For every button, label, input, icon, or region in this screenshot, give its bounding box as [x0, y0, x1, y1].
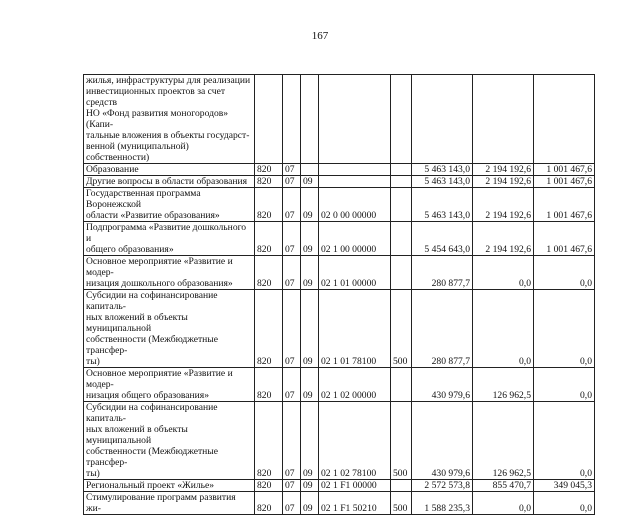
section-code-cell: 07 [283, 188, 301, 222]
item-name-line: ных вложений в объекты муниципальной [86, 312, 188, 334]
expense-type-cell: 500 [391, 492, 412, 515]
subsection-code-cell: 09 [301, 290, 319, 368]
item-name-line: Стимулирование программ развития жи- [86, 492, 236, 514]
table-row [84, 480, 595, 492]
item-name-cell [84, 176, 255, 188]
amount-year3-cell: 0,0 [534, 402, 595, 480]
subsection-code-cell: 09 [301, 402, 319, 480]
amount-year1-cell: 5 463 143,0 [412, 164, 473, 176]
amount-year3-cell: 1 001 467,6 [534, 222, 595, 256]
page-number: 167 [311, 30, 329, 42]
target-article-cell [319, 75, 391, 164]
item-name-cell [84, 402, 255, 480]
item-name-cell [84, 256, 255, 290]
amount-year2-cell: 2 194 192,6 [473, 188, 534, 222]
amount-year1-cell: 430 979,6 [412, 368, 473, 402]
item-name-line: Субсидии на софинансирование капиталь- [86, 290, 218, 312]
amount-year1-cell: 5 463 143,0 [412, 188, 473, 222]
ministry-code-cell: 820 [255, 164, 283, 176]
table-row [84, 402, 595, 480]
section-code-cell: 07 [283, 176, 301, 188]
section-code-cell: 07 [283, 480, 301, 492]
amount-year3-cell: 0,0 [534, 492, 595, 515]
amount-year2-cell: 126 962,5 [473, 368, 534, 402]
item-name-cell [84, 290, 255, 368]
table-row [84, 492, 595, 515]
expense-type-cell: 500 [391, 402, 412, 480]
item-name-line: Подпрограмма «Развитие дошкольного и [86, 222, 247, 244]
ministry-code-cell: 820 [255, 256, 283, 290]
subsection-code-cell: 09 [301, 480, 319, 492]
amount-year2-cell [473, 75, 534, 164]
target-article-cell: 02 1 F1 00000 [319, 480, 391, 492]
item-name-line: тальные вложения в объекты государст- [86, 130, 250, 141]
item-name-cell [84, 368, 255, 402]
subsection-code-cell: 09 [301, 492, 319, 515]
item-name-cell [84, 480, 255, 492]
budget-table-body [84, 75, 595, 515]
expense-type-cell [391, 480, 412, 492]
item-name-line: Государственная программа Воронежской [86, 188, 201, 210]
target-article-cell [319, 164, 391, 176]
item-name-cell [84, 164, 255, 176]
item-name-line: ты) [86, 468, 100, 479]
amount-year1-cell: 280 877,7 [412, 290, 473, 368]
table-row [84, 75, 595, 164]
table-row [84, 164, 595, 176]
amount-year2-cell: 2 194 192,6 [473, 176, 534, 188]
subsection-code-cell [301, 75, 319, 164]
table-row [84, 290, 595, 368]
item-name-line: НО «Фонд развития моногородов» (Капи- [86, 108, 229, 130]
ministry-code-cell [255, 75, 283, 164]
amount-year2-cell: 0,0 [473, 492, 534, 515]
amount-year2-cell: 855 470,7 [473, 480, 534, 492]
expense-type-cell [391, 176, 412, 188]
amount-year3-cell: 1 001 467,6 [534, 188, 595, 222]
item-name-line: общего образования» [86, 244, 174, 255]
table-row [84, 368, 595, 402]
section-code-cell: 07 [283, 290, 301, 368]
item-name-cell [84, 492, 255, 515]
amount-year2-cell: 2 194 192,6 [473, 164, 534, 176]
amount-year1-cell: 1 588 235,3 [412, 492, 473, 515]
amount-year1-cell: 280 877,7 [412, 256, 473, 290]
expense-type-cell [391, 222, 412, 256]
item-name-line: Основное мероприятие «Развитие и модер- [86, 256, 233, 278]
ministry-code-cell: 820 [255, 492, 283, 515]
item-name-cell [84, 188, 255, 222]
ministry-code-cell: 820 [255, 368, 283, 402]
ministry-code-cell: 820 [255, 222, 283, 256]
target-article-cell: 02 0 00 00000 [319, 188, 391, 222]
expense-type-cell [391, 164, 412, 176]
ministry-code-cell: 820 [255, 402, 283, 480]
item-name-line: Другие вопросы в области образования [86, 176, 248, 187]
ministry-code-cell: 820 [255, 176, 283, 188]
subsection-code-cell: 09 [301, 188, 319, 222]
expense-type-cell [391, 368, 412, 402]
amount-year2-cell: 126 962,5 [473, 402, 534, 480]
ministry-code-cell: 820 [255, 480, 283, 492]
item-name-line: собственности (Межбюджетные трансфер- [86, 334, 218, 356]
subsection-code-cell: 09 [301, 256, 319, 290]
amount-year3-cell: 0,0 [534, 290, 595, 368]
section-code-cell: 07 [283, 256, 301, 290]
item-name-cell [84, 75, 255, 164]
section-code-cell: 07 [283, 402, 301, 480]
amount-year1-cell [412, 75, 473, 164]
table-row [84, 222, 595, 256]
item-name-line: собственности (Межбюджетные трансфер- [86, 446, 218, 468]
amount-year3-cell: 0,0 [534, 368, 595, 402]
item-name-line: низация дошкольного образования» [86, 278, 233, 289]
target-article-cell: 02 1 02 00000 [319, 368, 391, 402]
target-article-cell [319, 176, 391, 188]
item-name-line: ных вложений в объекты муниципальной [86, 424, 188, 446]
expense-type-cell [391, 75, 412, 164]
amount-year3-cell: 1 001 467,6 [534, 164, 595, 176]
item-name-line: ты) [86, 356, 100, 367]
amount-year2-cell: 0,0 [473, 256, 534, 290]
amount-year1-cell: 430 979,6 [412, 402, 473, 480]
subsection-code-cell: 09 [301, 368, 319, 402]
item-name-line: Субсидии на софинансирование капиталь- [86, 402, 218, 424]
subsection-code-cell [301, 164, 319, 176]
amount-year3-cell: 349 045,3 [534, 480, 595, 492]
section-code-cell: 07 [283, 368, 301, 402]
item-name-line: области «Развитие образования» [86, 210, 220, 221]
amount-year3-cell: 0,0 [534, 256, 595, 290]
amount-year3-cell: 1 001 467,6 [534, 176, 595, 188]
item-name-line: Региональный проект «Жилье» [86, 480, 215, 491]
section-code-cell: 07 [283, 492, 301, 515]
item-name-line: Основное мероприятие «Развитие и модер- [86, 368, 233, 390]
amount-year2-cell: 0,0 [473, 290, 534, 368]
amount-year1-cell: 5 454 643,0 [412, 222, 473, 256]
section-code-cell [283, 75, 301, 164]
expense-type-cell: 500 [391, 290, 412, 368]
target-article-cell: 02 1 F1 50210 [319, 492, 391, 515]
amount-year3-cell [534, 75, 595, 164]
amount-year1-cell: 2 572 573,8 [412, 480, 473, 492]
section-code-cell: 07 [283, 164, 301, 176]
target-article-cell: 02 1 01 00000 [319, 256, 391, 290]
item-name-line: Образование [86, 164, 139, 175]
expense-type-cell [391, 256, 412, 290]
target-article-cell: 02 1 01 78100 [319, 290, 391, 368]
amount-year1-cell: 5 463 143,0 [412, 176, 473, 188]
table-row [84, 188, 595, 222]
target-article-cell: 02 1 00 00000 [319, 222, 391, 256]
section-code-cell: 07 [283, 222, 301, 256]
table-row [84, 256, 595, 290]
subsection-code-cell: 09 [301, 222, 319, 256]
item-name-cell [84, 222, 255, 256]
item-name-line: инвестиционных проектов за счет средств [86, 86, 226, 108]
item-name-line: низация общего образования» [86, 390, 210, 401]
table-row [84, 176, 595, 188]
ministry-code-cell: 820 [255, 188, 283, 222]
target-article-cell: 02 1 02 78100 [319, 402, 391, 480]
item-name-line: жилья, инфраструктуры для реализации [86, 75, 251, 86]
ministry-code-cell: 820 [255, 290, 283, 368]
expense-type-cell [391, 188, 412, 222]
item-name-line: венной (муниципальной) собственности) [86, 141, 189, 163]
amount-year2-cell: 2 194 192,6 [473, 222, 534, 256]
budget-table [83, 74, 595, 515]
subsection-code-cell: 09 [301, 176, 319, 188]
